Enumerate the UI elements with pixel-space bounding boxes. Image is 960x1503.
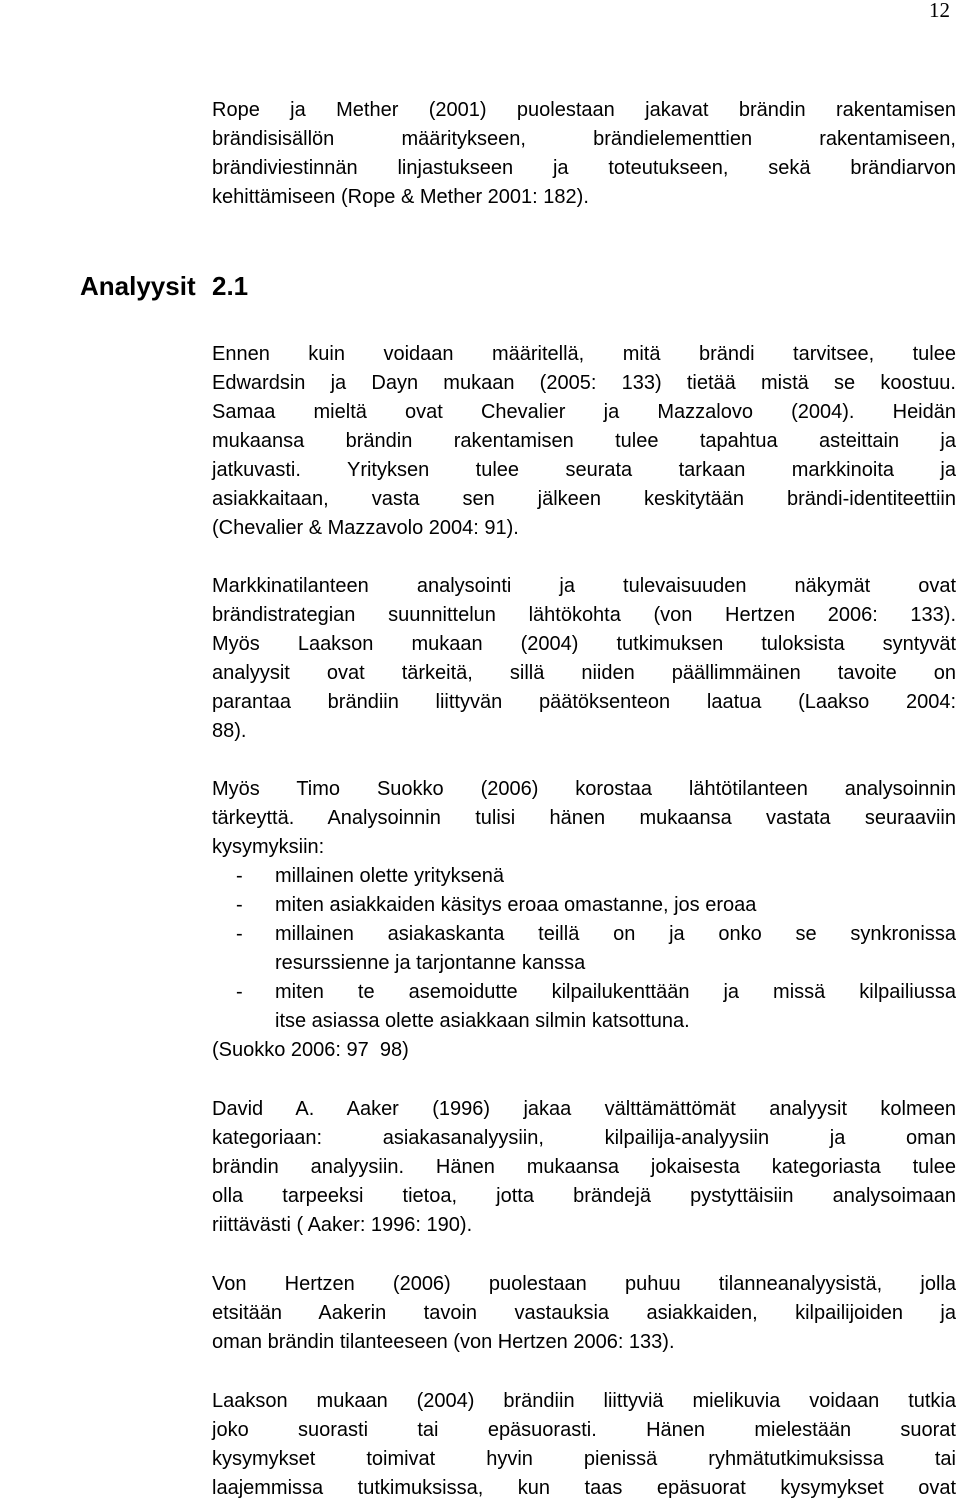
text-line: Ennen kuin voidaan määritellä, mitä brändi tarvitsee, tulee	[212, 343, 956, 365]
paragraph-4	[212, 1095, 956, 1240]
text-line: Rope ja Mether (2001) puolestaan jakavat brändin rakentamisen	[212, 99, 956, 121]
text-line: etsitään Aakerin tavoin vastauksia asiakkaiden, kilpailijoiden ja	[212, 1302, 956, 1324]
list-item-text: miten asiakkaiden käsitys eroaa omastanne, jos eroaa	[275, 894, 757, 916]
text-line: parantaa brändiin liittyvän päätöksenteon laatua (Laakso 2004:	[212, 691, 956, 713]
text-line: Von Hertzen (2006) puolestaan puhuu tilanneanalyysistä, jolla	[212, 1273, 956, 1295]
dash-bullet: -	[236, 923, 243, 945]
intro-paragraph	[212, 96, 956, 212]
text-line: David A. Aaker (1996) jakaa välttämättömät analyysit kolmeen	[212, 1098, 956, 1120]
text-line: Myös Timo Suokko (2006) korostaa lähtötilanteen analysoinnin	[212, 778, 956, 800]
paragraph-1	[212, 340, 956, 543]
text-line: joko suorasti tai epäsuorasti. Hänen mielestään suorat	[212, 1419, 956, 1441]
paragraph-2	[212, 572, 956, 746]
text-line: Edwardsin ja Dayn mukaan (2005: 133) tietää mistä se koostuu.	[212, 372, 956, 394]
section-title: Analyysit	[80, 271, 196, 301]
text-line: (Chevalier & Mazzavolo 2004: 91).	[212, 517, 519, 539]
list-item	[212, 978, 956, 1036]
list-item	[212, 891, 956, 920]
list-item-text: miten te asemoidutte kilpailukenttään ja missä kilpailiussa	[275, 981, 956, 1003]
text-line: tärkeyttä. Analysoinnin tulisi hänen mukaansa vastata seuraaviin	[212, 807, 956, 829]
text-line: brändiviestinnän linjastukseen ja toteutukseen, sekä brändiarvon	[212, 157, 956, 179]
section-number: 2.1	[212, 271, 249, 301]
page-number: 12	[929, 0, 950, 22]
text-line: laajemmissa tutkimuksissa, kun taas epäsuorat kysymykset ovat	[212, 1477, 956, 1499]
dash-bullet: -	[236, 981, 243, 1003]
list-item	[212, 862, 956, 891]
paragraph-3	[212, 775, 956, 862]
text-line: brändistrategian suunnittelun lähtökohta (von Hertzen 2006: 133).	[212, 604, 956, 626]
citation-text: (Suokko 2006: 97 98)	[212, 1039, 409, 1061]
text-line: Samaa mieltä ovat Chevalier ja Mazzalovo (2004). Heidän	[212, 401, 956, 423]
text-line: olla tarpeeksi tietoa, jotta brändejä pystyttäisiin analysoimaan	[212, 1185, 956, 1207]
text-line: kysymyksiin:	[212, 836, 325, 858]
dash-bullet: -	[236, 865, 243, 887]
list-item-text: millainen asiakaskanta teillä on ja onko se synkronissa	[275, 923, 956, 945]
list-item-text: millainen olette yrityksenä	[275, 865, 504, 887]
dash-bullet: -	[236, 894, 243, 916]
text-line: kategoriaan: asiakasanalyysiin, kilpailija-analyysiin ja oman	[212, 1127, 956, 1149]
citation	[212, 1036, 956, 1065]
text-line: brändin analyysiin. Hänen mukaansa jokaisesta kategoriasta tulee	[212, 1156, 956, 1178]
text-line: Laakson mukaan (2004) brändiin liittyviä mielikuvia voidaan tutkia	[212, 1390, 956, 1412]
list-item	[212, 920, 956, 978]
text-line: kysymykset toimivat hyvin pienissä ryhmätutkimuksissa tai	[212, 1448, 956, 1470]
text-line: oman brändin tilanteeseen (von Hertzen 2006: 133).	[212, 1331, 675, 1353]
text-line: asiakkaitaan, vasta sen jälkeen keskitytään brändi-identiteettiin	[212, 488, 956, 510]
text-line: Markkinatilanteen analysointi ja tulevaisuuden näkymät ovat	[212, 575, 956, 597]
paragraph-6	[212, 1387, 956, 1503]
text-line: Myös Laakson mukaan (2004) tutkimuksen tuloksista syntyvät	[212, 633, 956, 655]
text-line: 88).	[212, 720, 247, 742]
list-item-text: itse asiassa olette asiakkaan silmin katsottuna.	[275, 1010, 690, 1032]
text-line: brändisisällön määritykseen, brändielementtien rakentamiseen,	[212, 128, 956, 150]
text-line: mukaansa brändin rakentamisen tulee tapahtua asteittain ja	[212, 430, 956, 452]
question-list	[212, 862, 956, 1036]
text-line: kehittämiseen (Rope & Mether 2001: 182).	[212, 186, 589, 208]
text-line: riittävästi ( Aaker: 1996: 190).	[212, 1214, 473, 1236]
paragraph-5	[212, 1270, 956, 1357]
list-item-text: resurssienne ja tarjontanne kanssa	[275, 952, 586, 974]
text-line: jatkuvasti. Yrityksen tulee seurata tarkaan markkinoita ja	[212, 459, 956, 481]
text-line: analyysit ovat tärkeitä, sillä niiden päällimmäinen tavoite on	[212, 662, 956, 684]
